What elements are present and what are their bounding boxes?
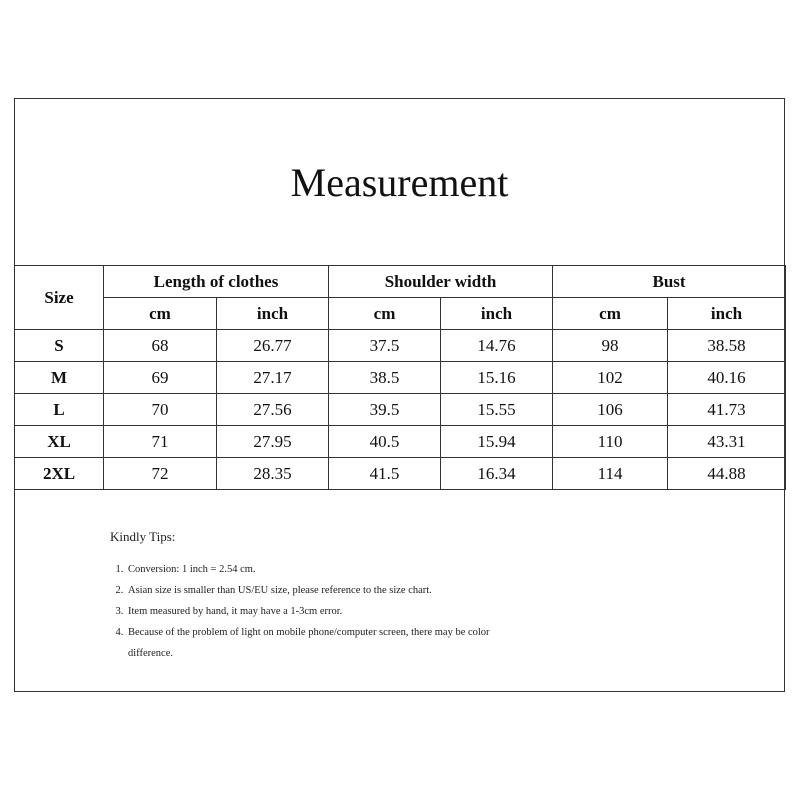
table-cell: 28.35 <box>217 458 329 490</box>
unit-header-row <box>15 298 786 330</box>
table-cell: 102 <box>553 362 668 394</box>
table-cell: 15.55 <box>441 394 553 426</box>
measurement-frame <box>14 98 785 692</box>
table-cell: 40.16 <box>668 362 786 394</box>
list-item: 2. Asian size is smaller than US/EU size, please reference to the size chart. <box>126 580 526 601</box>
list-item: 4. Because of the problem of light on mobile phone/computer screen, there may be color difference. <box>126 622 526 664</box>
table-cell: 40.5 <box>329 426 441 458</box>
table-cell: 114 <box>553 458 668 490</box>
unit-header: inch <box>441 298 553 330</box>
size-chart-table <box>14 265 786 490</box>
table-cell: 70 <box>104 394 217 426</box>
table-cell: 39.5 <box>329 394 441 426</box>
table-row <box>15 330 786 362</box>
table-cell: 71 <box>104 426 217 458</box>
table-cell: 110 <box>553 426 668 458</box>
unit-header: inch <box>668 298 786 330</box>
table-cell: 26.77 <box>217 330 329 362</box>
size-label: L <box>15 394 104 426</box>
list-item: 1. Conversion: 1 inch = 2.54 cm. <box>126 559 526 580</box>
tips-list <box>110 559 526 664</box>
page-title: Measurement <box>290 159 509 205</box>
size-label: S <box>15 330 104 362</box>
unit-header: cm <box>329 298 441 330</box>
table-row <box>15 426 786 458</box>
size-label: 2XL <box>15 458 104 490</box>
table-cell: 44.88 <box>668 458 786 490</box>
table-cell: 16.34 <box>441 458 553 490</box>
table-cell: 43.31 <box>668 426 786 458</box>
unit-header: cm <box>553 298 668 330</box>
table-cell: 38.58 <box>668 330 786 362</box>
table-cell: 106 <box>553 394 668 426</box>
size-label: XL <box>15 426 104 458</box>
size-header: Size <box>15 266 104 330</box>
table-cell: 37.5 <box>329 330 441 362</box>
table-cell: 27.56 <box>217 394 329 426</box>
table-cell: 27.95 <box>217 426 329 458</box>
table-cell: 38.5 <box>329 362 441 394</box>
table-cell: 15.94 <box>441 426 553 458</box>
table-row <box>15 458 786 490</box>
group-header-length: Length of clothes <box>104 266 329 298</box>
tips-title: Kindly Tips: <box>110 529 176 544</box>
kindly-tips <box>110 529 526 664</box>
size-label: M <box>15 362 104 394</box>
table-cell: 27.17 <box>217 362 329 394</box>
group-header-shoulder: Shoulder width <box>329 266 553 298</box>
table-cell: 41.5 <box>329 458 441 490</box>
table-cell: 98 <box>553 330 668 362</box>
table-cell: 14.76 <box>441 330 553 362</box>
list-item: 3. Item measured by hand, it may have a 1-3cm error. <box>126 601 526 622</box>
table-cell: 72 <box>104 458 217 490</box>
table-cell: 69 <box>104 362 217 394</box>
table-cell: 68 <box>104 330 217 362</box>
unit-header: cm <box>104 298 217 330</box>
table-header-row <box>15 266 786 298</box>
unit-header: inch <box>217 298 329 330</box>
table-cell: 15.16 <box>441 362 553 394</box>
table-row <box>15 362 786 394</box>
table-cell: 41.73 <box>668 394 786 426</box>
group-header-bust: Bust <box>553 266 786 298</box>
table-row <box>15 394 786 426</box>
